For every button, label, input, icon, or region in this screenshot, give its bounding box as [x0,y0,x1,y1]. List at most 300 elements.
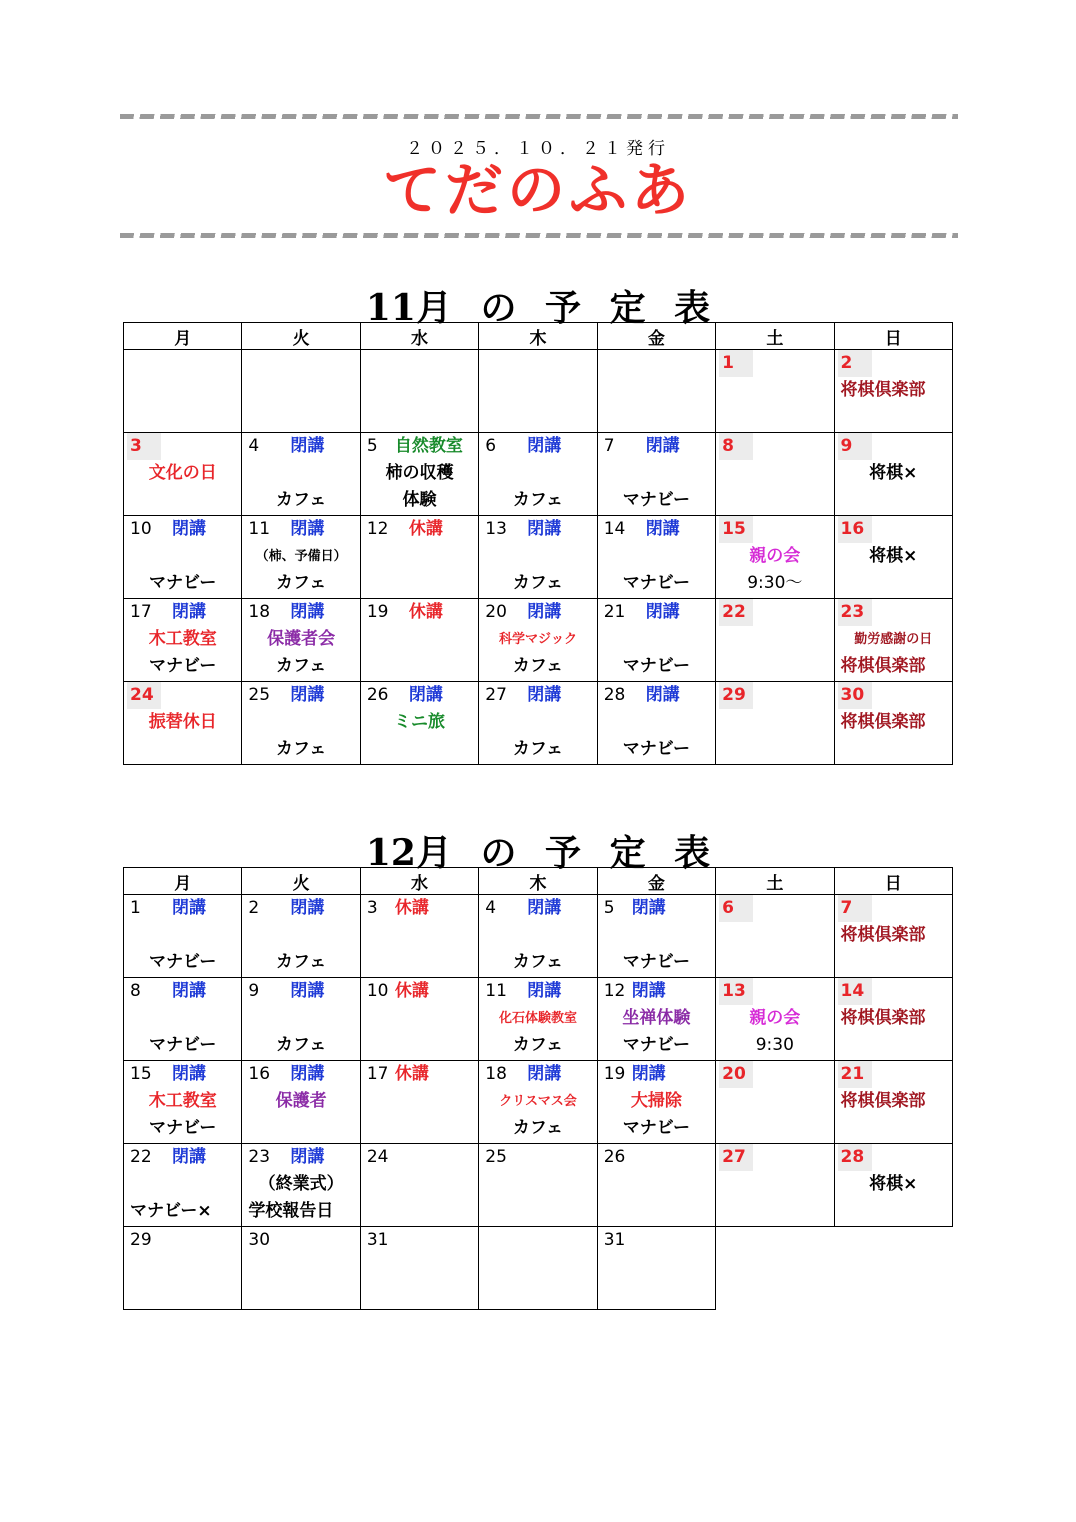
day-status-tag: 閉講 [290,981,325,1001]
calendar-day-cell [360,1227,478,1310]
day-number: 12 [603,981,626,1001]
day-number: 14 [603,519,626,539]
day-first-line [835,516,952,543]
day-first-line [598,1227,715,1254]
day-number: 29 [130,1230,152,1250]
day-number: 14 [838,978,872,1005]
day-number: 5 [603,898,615,918]
day-event-text [598,626,715,653]
day-number: 12 [366,519,389,539]
calendar-day-cell [479,350,597,433]
calendar-day-cell [479,895,597,978]
calendar-day-cell [479,978,597,1061]
day-event-text: ミニ旅 [394,712,446,732]
calendar-day-cell [834,599,952,682]
day-number: 7 [838,895,872,922]
calendar-day-cell [124,1227,242,1310]
calendar-day-cell [242,433,360,516]
day-number: 6 [485,436,497,456]
calendar-week-row [124,433,953,516]
calendar-day-cell [479,599,597,682]
day-number: 15 [130,1064,152,1084]
day-event-text: カフェ [512,490,564,510]
weekday-header: 金 [597,868,715,895]
day-first-line [716,516,833,543]
day-number: 18 [485,1064,507,1084]
day-number: 11 [248,519,271,539]
day-event-text [242,922,359,949]
day-number: 13 [719,978,753,1005]
day-status-tag: 閉講 [172,1147,206,1167]
calendar-day-cell [597,350,715,433]
calendar-day-cell [597,895,715,978]
day-event-text: （柿、予備日） [255,549,347,564]
calendar-day-cell [124,516,242,599]
day-status-tag: 閉講 [527,436,562,456]
calendar-day-cell [479,1061,597,1144]
day-event-text: マナビー [622,573,691,593]
day-first-line [835,1144,952,1171]
day-first-line [242,1227,359,1254]
day-number: 5 [366,436,378,456]
day-first-line [124,516,241,543]
day-number: 10 [366,981,389,1001]
calendar-day-cell [716,978,834,1061]
day-status-tag: 閉講 [290,519,325,539]
day-event-text [598,922,715,949]
day-number: 23 [838,599,872,626]
day-event-text [479,922,596,949]
calendar-day-cell [834,350,952,433]
issue-date: ２０２５．１０．２１発行 [406,139,670,159]
day-number: 17 [130,602,152,622]
day-status-tag: 閉講 [631,1064,666,1084]
day-status-tag: 閉講 [645,519,680,539]
calendar-day-cell [834,978,952,1061]
day-number: 23 [248,1147,271,1167]
day-number: 21 [838,1061,872,1088]
day-first-line [479,895,596,922]
day-event-text [242,1005,359,1032]
day-status-tag: 休講 [394,1064,429,1084]
day-number: 3 [127,433,161,460]
day-event-text: 将棋× [869,463,918,483]
november-calendar [123,322,953,765]
calendar-day-cell [479,1227,597,1310]
day-first-line [598,895,715,922]
calendar-day-cell [360,433,478,516]
day-status-tag: 閉講 [290,898,325,918]
day-first-line [479,1227,596,1254]
day-event-text: カフェ [512,573,564,593]
day-first-line [835,350,952,377]
day-number: 28 [603,685,626,705]
day-number: 30 [838,682,872,709]
day-number: 19 [366,602,389,622]
calendar-week-row [124,1061,953,1144]
calendar-day-cell [597,516,715,599]
day-event-text: カフェ [276,1035,327,1055]
day-first-line [716,978,833,1005]
calendar-day-cell [124,682,242,765]
calendar-day-cell [242,895,360,978]
calendar-day-cell [360,682,478,765]
day-number: 9 [838,433,872,460]
calendar-day-cell [242,1144,360,1227]
day-first-line [479,516,596,543]
day-event-text [479,709,596,736]
day-number: 27 [485,685,507,705]
day-event-text [242,460,359,487]
day-event-text: マナビー [622,952,691,972]
day-number: 9 [248,981,260,1001]
calendar-day-cell [242,1061,360,1144]
calendar-day-cell [479,1144,597,1227]
day-number: 24 [127,682,161,709]
calendar-day-cell [360,1144,478,1227]
calendar-day-cell [597,1227,715,1310]
day-event-text: カフェ [512,1118,564,1138]
calendar-day-cell [716,1144,834,1227]
day-event-text: 学校報告日 [248,1201,334,1221]
day-number: 22 [130,1147,152,1167]
calendar-day-cell [124,895,242,978]
day-first-line [361,599,478,626]
newsletter-title: てだのふあ [382,156,693,224]
day-status-tag: 休講 [394,981,429,1001]
day-number: 1 [719,350,753,377]
day-status-tag: 休講 [408,519,443,539]
calendar-day-cell [597,682,715,765]
day-number: 18 [248,602,271,622]
calendar-day-cell [242,682,360,765]
calendar-day-cell [716,516,834,599]
calendar-day-cell [479,682,597,765]
day-event-text: 勤労感謝の日 [854,632,933,647]
day-status-tag: 閉講 [290,602,325,622]
calendar-day-cell [242,599,360,682]
calendar-week-row [124,978,953,1061]
day-event-text: カフェ [276,573,327,593]
weekday-header: 水 [360,868,478,895]
day-number: 25 [248,685,271,705]
weekday-header: 火 [242,868,360,895]
day-status-tag: 閉講 [172,1064,206,1084]
calendar-blank [834,1227,952,1310]
day-first-line [716,895,833,922]
day-number: 10 [130,519,152,539]
calendar-day-cell [716,350,834,433]
day-first-line [716,1144,833,1171]
day-first-line [835,895,952,922]
day-first-line [479,1144,596,1171]
day-number: 16 [838,516,872,543]
day-event-text: 親の会 [749,546,801,566]
weekday-header-row [124,323,953,350]
weekday-header: 木 [479,868,597,895]
calendar-day-cell [597,978,715,1061]
day-status-tag: 閉講 [645,436,680,456]
day-event-text: 将棋倶楽部 [840,1091,926,1111]
day-event-text: カフェ [512,1035,564,1055]
calendar-week-row [124,599,953,682]
day-event-text [124,1171,241,1198]
day-first-line [716,599,833,626]
day-first-line [479,682,596,709]
day-event-text: 木工教室 [148,629,217,649]
day-first-line [124,1227,241,1254]
day-event-text [124,543,241,570]
calendar-day-cell [716,1061,834,1144]
day-number: 4 [248,436,260,456]
day-status-tag: 閉講 [645,685,680,705]
day-first-line [242,895,359,922]
day-event-text: マナビー [149,573,217,593]
day-number: 19 [603,1064,626,1084]
day-status-tag: 閉講 [172,519,206,539]
weekday-header: 日 [834,868,952,895]
day-event-text: カフェ [276,952,327,972]
day-event-text: マナビー [149,656,217,676]
day-event-text: 9:30～ [747,573,803,593]
day-number: 25 [485,1147,507,1167]
bottom-divider [120,233,958,238]
weekday-header: 水 [360,323,478,350]
day-event-text: クリスマス会 [499,1094,577,1109]
day-first-line [242,433,359,460]
day-first-line [361,978,478,1005]
day-first-line [716,433,833,460]
december-calendar-title: 12月 の 予 定 表 [365,832,711,874]
day-event-text [598,543,715,570]
day-event-text: カフェ [276,656,327,676]
december-calendar [123,867,953,1310]
calendar-week-row [124,682,953,765]
day-number: 24 [366,1147,389,1167]
calendar-day-cell [360,895,478,978]
calendar-day-cell [479,433,597,516]
calendar-week-row [124,516,953,599]
day-first-line [598,1061,715,1088]
day-event-text [479,543,596,570]
day-event-text [242,709,359,736]
weekday-header: 月 [124,868,242,895]
day-event-text: 化石体験教室 [498,1011,577,1026]
day-event-text [124,922,241,949]
day-first-line [598,682,715,709]
day-event-text: 将棋× [869,1174,918,1194]
calendar-day-cell [597,599,715,682]
calendar-day-cell [597,433,715,516]
calendar-day-cell [834,895,952,978]
day-first-line [242,516,359,543]
day-number: 30 [248,1230,271,1250]
day-first-line [598,433,715,460]
day-status-tag: 閉講 [290,1147,325,1167]
day-event-text: マナビー [622,739,691,759]
day-status-tag: 閉講 [172,602,206,622]
day-number: 7 [603,436,615,456]
calendar-day-cell [124,599,242,682]
day-status-tag: 休講 [394,898,429,918]
day-event-text: 将棋× [869,546,918,566]
weekday-header: 火 [242,323,360,350]
calendar-day-cell [242,978,360,1061]
day-number: 3 [366,898,378,918]
day-event-text [598,460,715,487]
day-event-text: 9:30 [755,1035,794,1055]
day-first-line [242,682,359,709]
day-number: 16 [248,1064,271,1084]
day-status-tag: 閉講 [290,1064,325,1084]
calendar-day-cell [242,350,360,433]
calendar-day-cell [124,978,242,1061]
weekday-header: 木 [479,323,597,350]
day-number: 1 [130,898,141,918]
day-number: 20 [719,1061,753,1088]
day-first-line [598,599,715,626]
weekday-header: 金 [597,323,715,350]
day-first-line [479,1061,596,1088]
calendar-day-cell [716,433,834,516]
day-first-line [479,433,596,460]
day-number: 13 [485,519,507,539]
calendar-day-cell [716,682,834,765]
calendar-day-cell [242,1227,360,1310]
weekday-header: 日 [834,323,952,350]
day-event-text: 保護者会 [267,629,336,649]
calendar-day-cell [242,516,360,599]
day-status-tag: 閉講 [290,436,325,456]
day-status-tag: 閉講 [527,981,562,1001]
day-number: 20 [485,602,507,622]
day-first-line [124,978,241,1005]
day-number: 28 [838,1144,872,1171]
day-event-text: 科学マジック [498,632,577,647]
day-event-text: 将棋倶楽部 [840,712,926,732]
day-number: 29 [719,682,753,709]
weekday-header: 土 [716,868,834,895]
day-first-line [835,433,952,460]
day-first-line [479,978,596,1005]
calendar-day-cell [597,1144,715,1227]
weekday-header: 月 [124,323,242,350]
day-first-line [124,599,241,626]
day-first-line [361,1144,478,1171]
day-event-text: 振替休日 [148,712,217,732]
day-event-text: 柿の収穫 [385,463,454,483]
day-first-line [361,1061,478,1088]
day-event-text: カフェ [276,739,327,759]
day-number: 11 [485,981,507,1001]
day-status-tag: 閉講 [631,981,666,1001]
day-first-line [835,978,952,1005]
day-first-line [598,978,715,1005]
day-first-line [361,895,478,922]
day-event-text: 将棋倶楽部 [840,1008,926,1028]
day-status-tag: 閉講 [172,981,206,1001]
day-status-tag: 閉講 [172,898,206,918]
calendar-day-cell [716,599,834,682]
day-event-text: カフェ [512,656,564,676]
day-first-line [361,516,478,543]
day-number: 26 [603,1147,626,1167]
day-status-tag: 閉講 [645,602,680,622]
calendar-week-row [124,895,953,978]
weekday-header-row [124,868,953,895]
day-status-tag: 閉講 [527,898,562,918]
day-event-text: カフェ [276,490,327,510]
day-first-line [716,682,833,709]
day-status-tag: 閉講 [290,685,325,705]
day-event-text: 木工教室 [148,1091,217,1111]
calendar-blank [716,1227,834,1310]
day-number: 6 [719,895,753,922]
calendar-day-cell [124,433,242,516]
day-number: 8 [130,981,141,1001]
calendar-day-cell [360,350,478,433]
calendar-week-row [124,350,953,433]
day-event-text: カフェ [512,952,564,972]
top-divider [120,114,958,119]
day-event-text: マナビー [622,1035,691,1055]
day-status-tag: 閉講 [527,519,562,539]
day-number: 4 [485,898,497,918]
calendar-day-cell [360,599,478,682]
day-status-tag: 閉講 [527,1064,562,1084]
day-number: 31 [603,1230,626,1250]
day-number: 26 [366,685,389,705]
day-event-text [479,460,596,487]
day-number: 31 [366,1230,389,1250]
day-event-text: マナビー [149,1035,217,1055]
day-event-text: マナビー [149,952,217,972]
day-first-line [124,1061,241,1088]
day-event-text: マナビー [622,490,691,510]
day-first-line [242,1144,359,1171]
day-first-line [835,682,952,709]
day-event-text: 大掃除 [630,1091,682,1111]
day-first-line [361,682,478,709]
calendar-day-cell [834,682,952,765]
day-first-line [479,599,596,626]
day-first-line [124,682,241,709]
calendar-day-cell [834,516,952,599]
day-event-text: 将棋倶楽部 [840,925,926,945]
calendar-week-row [124,1227,953,1310]
calendar-week-row [124,1144,953,1227]
day-event-text: 体験 [402,490,437,510]
day-first-line [598,1144,715,1171]
calendar-day-cell [597,1061,715,1144]
day-status-tag: 休講 [408,602,443,622]
day-event-text: カフェ [512,739,564,759]
day-event-text: 将棋倶楽部 [840,656,926,676]
day-number: 8 [719,433,753,460]
day-event-text: マナビー [149,1118,217,1138]
day-first-line [361,1227,478,1254]
day-number: 27 [719,1144,753,1171]
day-status-tag: 自然教室 [394,436,463,456]
day-event-text: 将棋倶楽部 [840,380,926,400]
day-number: 17 [366,1064,389,1084]
day-number: 21 [603,602,626,622]
calendar-day-cell [834,1061,952,1144]
day-event-text: マナビー× [130,1201,212,1221]
day-event-text: マナビー [622,1118,691,1138]
day-first-line [835,1061,952,1088]
calendar-day-cell [124,350,242,433]
